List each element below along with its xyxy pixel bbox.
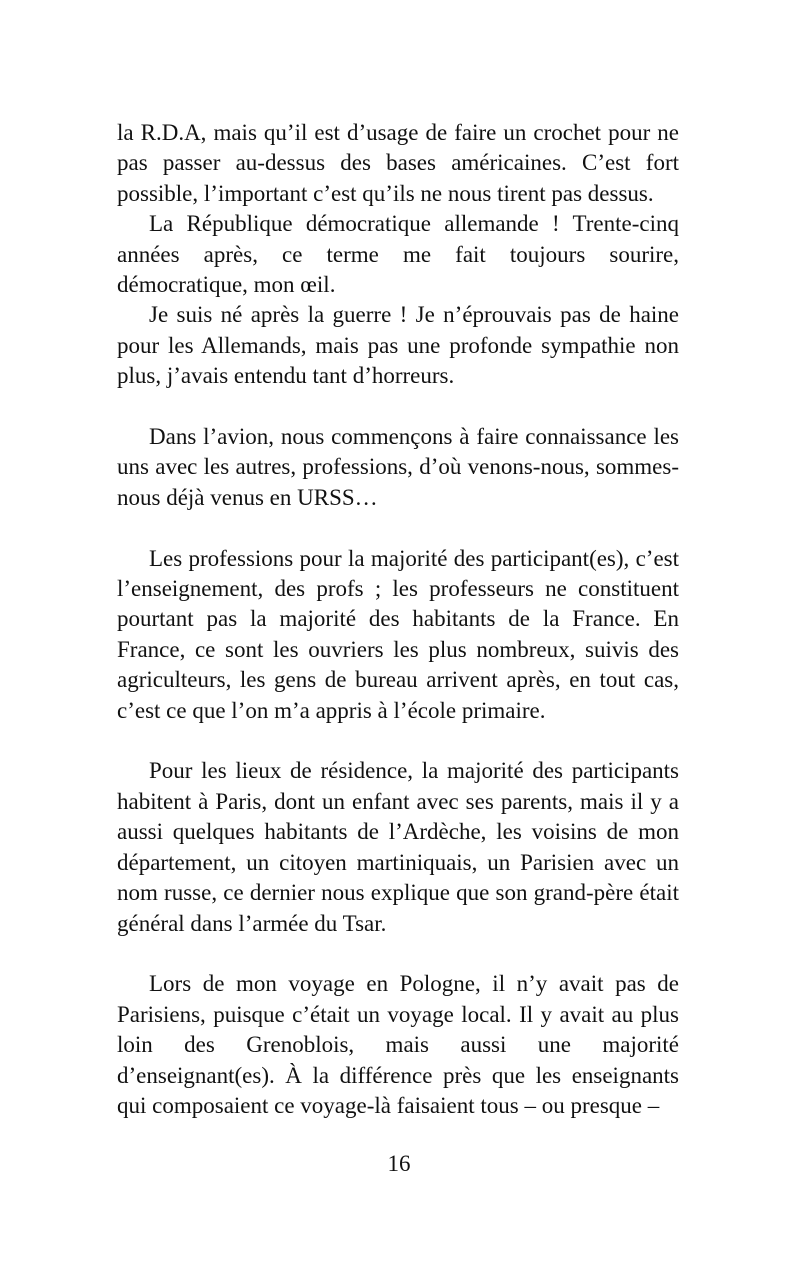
paragraph-1: la R.D.A, mais qu’il est d’usage de faire un crochet pour ne pas passer au-dessus des bases américaines. C’est fort possible, l’important c’est qu’ils ne nous tirent pas dessus. <box>117 120 679 206</box>
paragraph-6: Pour les lieux de résidence, la majorité des participants habitent à Paris, dont un enfant avec ses parents, mais il y a aussi quelques habitants de l’Ardèche, les voisins de mon département, un citoyen martiniquais, un Parisien avec un nom russe, ce dernier nous explique que son grand-père était général dans l’armée du Tsar. <box>117 758 679 936</box>
paragraph-5: Les professions pour la majorité des participant(es), c’est l’enseignement, des profs ; les professeurs ne constituent pourtant pas la majorité des habitants de la France. En France, ce sont les ouvriers les plus nombreux, suivis des agriculteurs, les gens de bureau arrivent après, en tout cas, c’est ce que l’on m’a appris à l’école primaire. <box>117 545 679 723</box>
page-body <box>117 118 679 1121</box>
paragraph-3: Je suis né après la guerre ! Je n’éprouvais pas de haine pour les Allemands, mais pas une profonde sympathie non plus, j’avais entendu tant d’horreurs. <box>117 302 679 389</box>
paragraph-2: La République démocratique allemande ! Trente-cinq années après, ce terme me fait toujours sourire, démocratique, mon œil. <box>117 211 679 298</box>
page-number: 16 <box>387 1151 411 1176</box>
paragraph-7: Lors de mon voyage en Pologne, il n’y avait pas de Parisiens, puisque c’était un voyage local. Il y avait au plus loin des Grenoblois, mais aussi une majorité d’enseignant(es). À la différence près que les enseignants qui composaient ce voyage-là faisaient tous – ou presque – <box>117 971 679 1118</box>
paragraph-4: Dans l’avion, nous commençons à faire connaissance les uns avec les autres, professions, d’où venons-nous, sommes-nous déjà venus en URSS… <box>117 424 679 510</box>
